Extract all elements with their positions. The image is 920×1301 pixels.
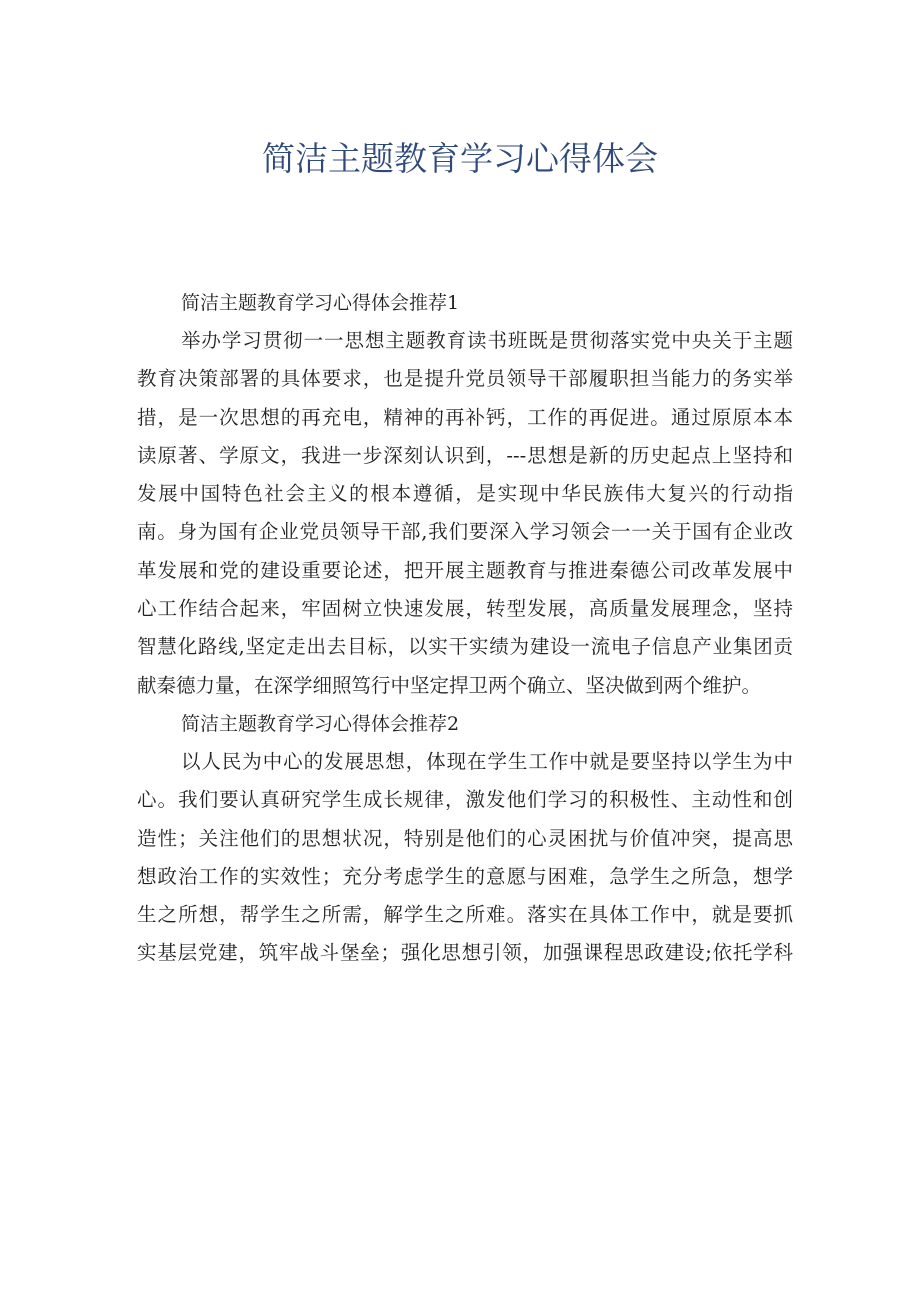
paragraph-line: 智慧化路线,坚定走出去目标，以实干实绩为建设一流电子信息产业集团贡 <box>137 635 793 659</box>
paragraph-line: 举办学习贯彻一一思想主题教育读书班既是贯彻落实党中央关于主题 <box>181 329 793 352</box>
paragraph-line: 心。我们要认真研究学生成长规律，激发他们学习的积极性、主动性和创 <box>137 788 793 812</box>
paragraph-1 <box>137 322 793 705</box>
paragraph-line: 心工作结合起来，牢固树立快速发展，转型发展，高质量发展理念，坚持 <box>137 597 793 621</box>
paragraph-line: 献秦德力量，在深学细照笃行中坚定捍卫两个确立、坚决做到两个维护。 <box>137 673 762 697</box>
paragraph-line: 实基层党建，筑牢战斗堡垒；强化思想引领，加强课程思政建设;依托学科 <box>137 941 793 965</box>
paragraph-2 <box>137 743 793 973</box>
section-heading-1: 简洁主题教育学习心得体会推荐1 <box>181 292 460 314</box>
paragraph-line: 想政治工作的实效性；充分考虑学生的意愿与困难，急学生之所急，想学 <box>137 864 793 888</box>
document-body <box>137 284 793 973</box>
paragraph-line: 革发展和党的建设重要论述，把开展主题教育与推进秦德公司改革发展中 <box>137 558 793 582</box>
paragraph-line: 发展中国特色社会主义的根本遵循，是实现中华民族伟大复兴的行动指 <box>137 482 793 506</box>
paragraph-line: 措，是一次思想的再充电，精神的再补钙，工作的再促进。通过原原本本 <box>137 405 793 429</box>
section-heading-2: 简洁主题教育学习心得体会推荐2 <box>181 712 460 735</box>
paragraph-line: 生之所想，帮学生之所需，解学生之所难。落实在具体工作中，就是要抓 <box>137 903 793 927</box>
paragraph-line: 南。身为国有企业党员领导干部,我们要深入学习领会一一关于国有企业改 <box>137 520 793 544</box>
paragraph-line: 教育决策部署的具体要求，也是提升党员领导干部履职担当能力的务实举 <box>137 367 793 391</box>
paragraph-line: 以人民为中心的发展思想，体现在学生工作中就是要坚持以学生为中 <box>181 749 793 773</box>
document-title: 简洁主题教育学习心得体会 <box>262 139 658 178</box>
paragraph-line: 造性；关注他们的思想状况，特别是他们的心灵困扰与价值冲突，提高思 <box>137 826 793 850</box>
paragraph-line: 读原著、学原文，我进一步深刻认识到，---思想是新的历史起点上坚持和 <box>137 443 793 467</box>
